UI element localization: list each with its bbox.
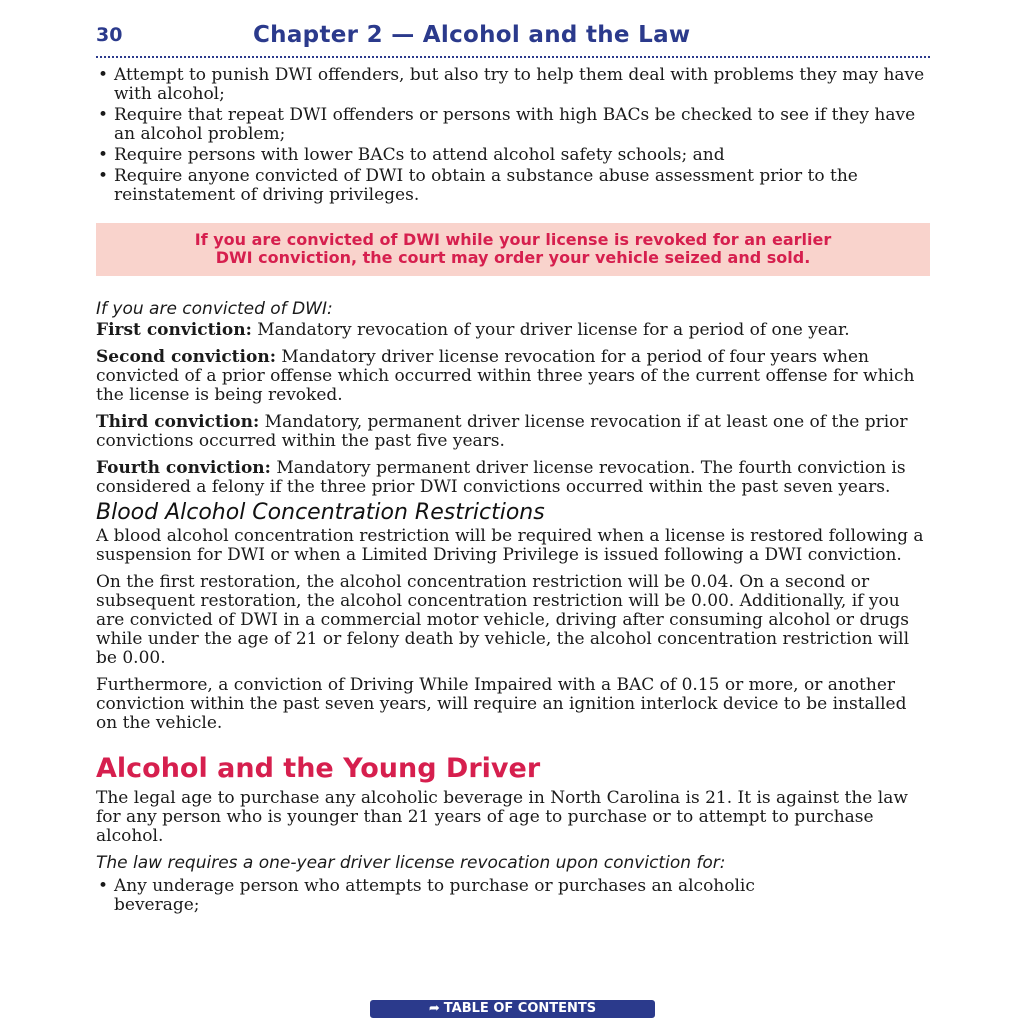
conviction-text: Mandatory, permanent driver license revocation if at least one of the prior convictions occurred within the past five years. <box>96 412 908 451</box>
page-number: 30 <box>96 24 123 46</box>
warning-line: If you are convicted of DWI while your license is revoked for an earlier <box>194 230 832 249</box>
conviction-label: Third conviction: <box>96 412 260 432</box>
list-item: • Require anyone convicted of DWI to obtain a substance abuse assessment prior to the reinstatement of driving privileges. <box>96 167 930 205</box>
list-item: • Require that repeat DWI offenders or persons with high BACs be checked to see if they have an alcohol problem; <box>96 106 930 144</box>
warning-line: DWI conviction, the court may order your vehicle seized and sold. <box>215 248 811 267</box>
intro-bullet-list <box>96 66 930 205</box>
conviction-paragraph <box>96 413 930 451</box>
convictions-lead: If you are convicted of DWI: <box>96 299 333 319</box>
arrow-icon: ➦ <box>428 1001 440 1016</box>
revocation-lead: The law requires a one-year driver license revocation upon conviction for: <box>96 853 726 873</box>
list-item: • Require persons with lower BACs to attend alcohol safety schools; and <box>96 146 930 165</box>
conviction-label: Second conviction: <box>96 347 276 367</box>
conviction-text: Mandatory driver license revocation for a period of four years when convicted of a prior offense which occurred within three years of the current offense for which the license is being revoked. <box>96 347 915 405</box>
chapter-title: Chapter 2 — Alcohol and the Law <box>253 22 691 48</box>
bac-heading: Blood Alcohol Concentration Restrictions <box>96 500 545 525</box>
conviction-paragraph <box>96 348 930 405</box>
page-header <box>96 22 930 58</box>
young-driver-bullet-list <box>96 877 930 915</box>
warning-callout <box>96 223 930 276</box>
list-item: • Any underage person who attempts to purchase or purchases an alcoholic beverage; <box>96 877 794 915</box>
toc-label: TABLE OF CONTENTS <box>443 1001 597 1016</box>
conviction-text: Mandatory permanent driver license revocation. The fourth conviction is considered a felony if the three prior DWI convictions occurred within the past seven years. <box>96 458 906 497</box>
table-of-contents-button[interactable] <box>370 1000 655 1018</box>
conviction-paragraph <box>96 321 930 340</box>
page-content <box>96 66 930 917</box>
bac-paragraph: Furthermore, a conviction of Driving While Impaired with a BAC of 0.15 or more, or another conviction within the past seven years, will require an ignition interlock device to be installed on the vehicle. <box>96 675 907 733</box>
bac-paragraph: On the first restoration, the alcohol concentration restriction will be 0.04. On a second or subsequent restoration, the alcohol concentration restriction will be 0.00. Additionally, if you are convicted of DWI in a commercial motor vehicle, driving after consuming alcohol or drugs while under the age of 21 or felony death by vehicle, the alcohol concentration restriction will be 0.00. <box>96 572 910 668</box>
list-item: • Attempt to punish DWI offenders, but also try to help them deal with problems they may have with alcohol; <box>96 66 930 104</box>
bac-paragraph: A blood alcohol concentration restriction will be required when a license is restored following a suspension for DWI or when a Limited Driving Privilege is issued following a DWI conviction. <box>96 526 924 565</box>
conviction-paragraph <box>96 459 930 497</box>
conviction-text: Mandatory revocation of your driver license for a period of one year. <box>251 320 850 340</box>
conviction-label: First conviction: <box>96 320 252 340</box>
conviction-label: Fourth conviction: <box>96 458 271 478</box>
young-driver-heading: Alcohol and the Young Driver <box>96 753 541 784</box>
young-driver-paragraph: The legal age to purchase any alcoholic beverage in North Carolina is 21. It is against the law for any person who is younger than 21 years of age to purchase or to attempt to purchase alcohol. <box>96 788 908 846</box>
